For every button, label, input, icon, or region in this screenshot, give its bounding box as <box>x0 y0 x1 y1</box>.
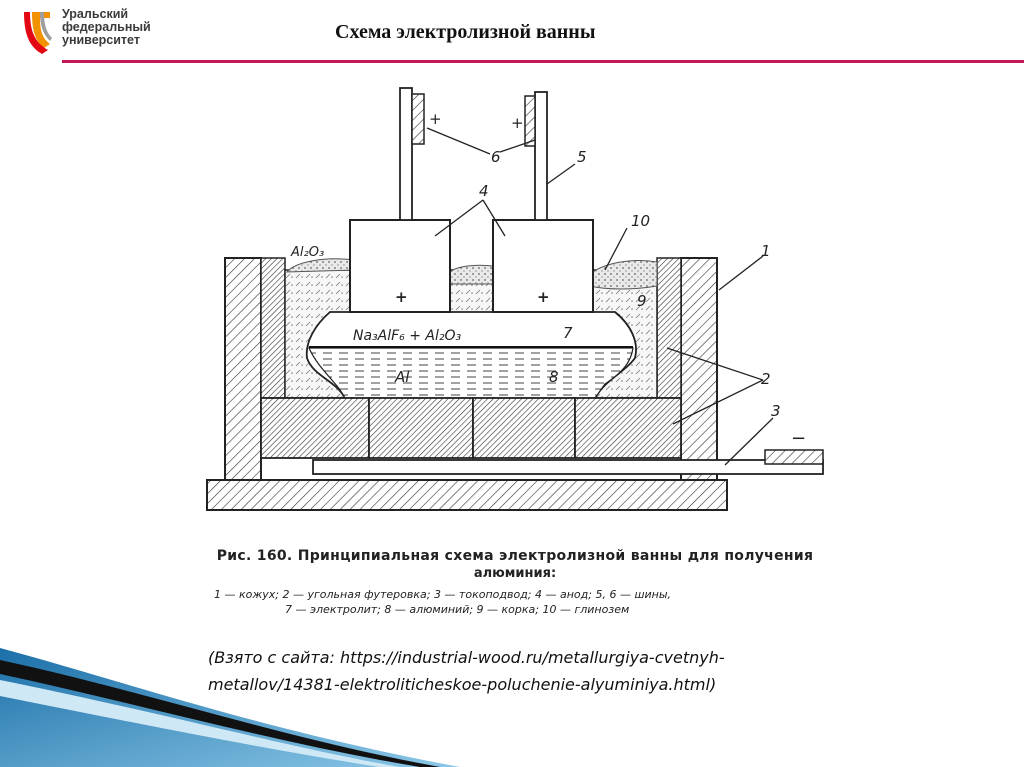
logo-line-3: университет <box>62 33 140 47</box>
logo-text <box>62 8 151 47</box>
electrolysis-bath-diagram <box>195 80 845 620</box>
label-plus-anode-right: + <box>537 288 550 306</box>
leader-6-a <box>427 128 490 154</box>
label-plus-anode-left: + <box>395 288 408 306</box>
label-minus: − <box>791 428 807 449</box>
label-1: 1 <box>761 242 771 260</box>
label-10: 10 <box>631 212 651 230</box>
logo-line-1: Уральский <box>62 7 129 21</box>
bottom-block-1 <box>261 398 369 458</box>
current-lead-bar <box>313 460 823 474</box>
label-2: 2 <box>761 370 771 388</box>
label-3: 3 <box>771 402 781 420</box>
label-9: 9 <box>637 292 647 310</box>
decorative-swoosh <box>0 640 460 767</box>
label-al2o3: Al₂O₃ <box>291 245 325 260</box>
figure-legend-line-1: 1 — кожух; 2 — угольная футеровка; 3 — токоподвод; 4 — анод; 5, 6 — шины, <box>214 588 672 601</box>
alumina-middle <box>450 265 493 284</box>
label-8: 8 <box>549 368 559 386</box>
source-line-2: metallov/14381-elektroliticheskoe-poluchenie-alyuminiya.html) <box>208 675 717 694</box>
logo-line-2: федеральный <box>62 20 151 34</box>
slide-title: Схема электролизной ванны <box>335 21 596 43</box>
lining-left <box>261 258 285 398</box>
bottom-block-2 <box>369 398 473 458</box>
leader-4-a <box>435 200 483 236</box>
figure-caption-title-cont: алюминия: <box>473 566 557 581</box>
bottom-block-3 <box>473 398 575 458</box>
figure-legend-line-2: 7 — электролит; 8 — алюминий; 9 — корка; 10 — глинозем <box>285 603 630 616</box>
shell-left-wall <box>225 258 261 480</box>
busbar-right <box>525 96 535 146</box>
figure-caption-title: Рис. 160. Принципиальная схема электролизной ванны для получения <box>216 548 814 564</box>
label-al: Al <box>395 368 410 386</box>
leader-5 <box>547 164 575 184</box>
shell-right-wall <box>681 258 717 480</box>
header-divider <box>62 60 1024 63</box>
metal-layer <box>309 348 633 398</box>
anode-rod-right <box>535 92 547 220</box>
source-line-1: (Взято с сайта: https://industrial-wood.ru/metallurgiya-cvetnyh- <box>208 648 725 667</box>
label-plus-busbar-left: + <box>429 110 442 128</box>
label-4: 4 <box>479 182 489 200</box>
alumina-left <box>287 259 355 272</box>
label-plus-busbar-right: + <box>511 114 524 132</box>
bottom-block-4 <box>575 398 681 458</box>
leader-1 <box>719 256 763 290</box>
label-7: 7 <box>563 324 573 342</box>
busbar-left <box>412 94 424 144</box>
alumina-right <box>590 261 657 290</box>
anode-rod-left <box>400 88 412 220</box>
label-6: 6 <box>491 148 501 166</box>
lining-right <box>657 258 681 398</box>
label-5: 5 <box>577 148 587 166</box>
label-electrolyte: Na₃AlF₆ + Al₂O₃ <box>353 328 462 344</box>
current-lead-terminal <box>765 450 823 464</box>
base-plate <box>207 480 727 510</box>
